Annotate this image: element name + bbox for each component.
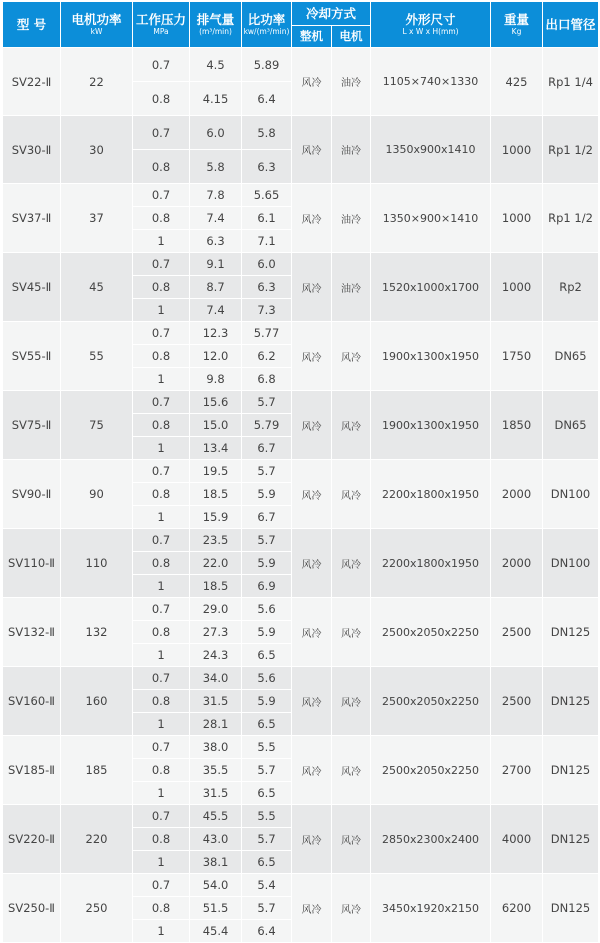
- header-pressure: 工作压力 MPa: [133, 2, 190, 48]
- table-row: [3, 805, 599, 828]
- specific-power-cell: 5.7: [242, 828, 292, 851]
- model-cell: SV185-Ⅱ: [3, 736, 61, 805]
- specific-power-cell: 5.65: [242, 184, 292, 207]
- power-cell: 45: [61, 253, 133, 322]
- outlet-cell: DN100: [543, 460, 599, 529]
- specific-power-cell: 5.9: [242, 552, 292, 575]
- header-cooling: 冷却方式: [292, 2, 371, 26]
- pressure-cell: 0.7: [133, 391, 190, 414]
- dimensions-cell: 2500x2050x2250: [371, 736, 491, 805]
- pressure-cell: 0.8: [133, 276, 190, 299]
- flow-cell: 9.8: [190, 368, 242, 391]
- unit-cooling-cell: 风冷: [292, 667, 332, 736]
- flow-cell: 19.5: [190, 460, 242, 483]
- pressure-cell: 0.8: [133, 82, 190, 116]
- table-body: [3, 48, 599, 943]
- dimensions-cell: 1350x900x1410: [371, 116, 491, 184]
- pressure-cell: 1: [133, 920, 190, 943]
- unit-cooling-cell: 风冷: [292, 322, 332, 391]
- power-cell: 30: [61, 116, 133, 184]
- table-row: [3, 253, 599, 276]
- table-row: [3, 667, 599, 690]
- unit-cooling-cell: 风冷: [292, 184, 332, 253]
- flow-cell: 45.5: [190, 805, 242, 828]
- pressure-cell: 1: [133, 230, 190, 253]
- motor-cooling-cell: 风冷: [332, 391, 371, 460]
- motor-cooling-cell: 油冷: [332, 116, 371, 184]
- table-row: [3, 736, 599, 759]
- pressure-cell: 0.8: [133, 759, 190, 782]
- flow-cell: 9.1: [190, 253, 242, 276]
- model-cell: SV45-Ⅱ: [3, 253, 61, 322]
- pressure-cell: 0.7: [133, 598, 190, 621]
- flow-cell: 15.6: [190, 391, 242, 414]
- specific-power-cell: 6.0: [242, 253, 292, 276]
- power-cell: 75: [61, 391, 133, 460]
- outlet-cell: DN125: [543, 874, 599, 943]
- model-cell: SV22-Ⅱ: [3, 48, 61, 116]
- pressure-cell: 0.8: [133, 414, 190, 437]
- pressure-cell: 0.7: [133, 116, 190, 150]
- weight-cell: 2700: [491, 736, 543, 805]
- power-cell: 160: [61, 667, 133, 736]
- specific-power-cell: 6.5: [242, 644, 292, 667]
- spec-table: [2, 1, 599, 943]
- flow-cell: 18.5: [190, 483, 242, 506]
- specific-power-cell: 6.5: [242, 782, 292, 805]
- specific-power-cell: 5.7: [242, 897, 292, 920]
- specific-power-cell: 6.3: [242, 276, 292, 299]
- weight-cell: 2000: [491, 529, 543, 598]
- table-row: [3, 322, 599, 345]
- pressure-cell: 0.7: [133, 874, 190, 897]
- model-cell: SV90-Ⅱ: [3, 460, 61, 529]
- specific-power-cell: 6.5: [242, 851, 292, 874]
- pressure-cell: 0.8: [133, 621, 190, 644]
- flow-cell: 15.0: [190, 414, 242, 437]
- pressure-cell: 0.7: [133, 736, 190, 759]
- dimensions-cell: 2500x2050x2250: [371, 667, 491, 736]
- specific-power-cell: 6.1: [242, 207, 292, 230]
- pressure-cell: 0.7: [133, 529, 190, 552]
- power-cell: 90: [61, 460, 133, 529]
- weight-cell: 1000: [491, 116, 543, 184]
- flow-cell: 35.5: [190, 759, 242, 782]
- pressure-cell: 0.7: [133, 460, 190, 483]
- flow-cell: 7.8: [190, 184, 242, 207]
- specific-power-cell: 6.7: [242, 506, 292, 529]
- pressure-cell: 0.7: [133, 667, 190, 690]
- motor-cooling-cell: 风冷: [332, 322, 371, 391]
- specific-power-cell: 6.7: [242, 437, 292, 460]
- specific-power-cell: 7.1: [242, 230, 292, 253]
- motor-cooling-cell: 风冷: [332, 529, 371, 598]
- specific-power-cell: 6.8: [242, 368, 292, 391]
- dimensions-cell: 2850x2300x2400: [371, 805, 491, 874]
- header-model: 型 号: [3, 2, 61, 48]
- model-cell: SV132-Ⅱ: [3, 598, 61, 667]
- specific-power-cell: 5.5: [242, 805, 292, 828]
- dimensions-cell: 2200x1800x1950: [371, 529, 491, 598]
- pressure-cell: 0.8: [133, 150, 190, 184]
- weight-cell: 4000: [491, 805, 543, 874]
- flow-cell: 38.0: [190, 736, 242, 759]
- power-cell: 55: [61, 322, 133, 391]
- pressure-cell: 1: [133, 299, 190, 322]
- weight-cell: 1000: [491, 253, 543, 322]
- model-cell: SV37-Ⅱ: [3, 184, 61, 253]
- pressure-cell: 0.8: [133, 345, 190, 368]
- specific-power-cell: 5.7: [242, 391, 292, 414]
- flow-cell: 28.1: [190, 713, 242, 736]
- flow-cell: 18.5: [190, 575, 242, 598]
- flow-cell: 7.4: [190, 299, 242, 322]
- flow-cell: 51.5: [190, 897, 242, 920]
- specific-power-cell: 6.4: [242, 920, 292, 943]
- flow-cell: 13.4: [190, 437, 242, 460]
- outlet-cell: DN125: [543, 598, 599, 667]
- specific-power-cell: 6.5: [242, 713, 292, 736]
- unit-cooling-cell: 风冷: [292, 529, 332, 598]
- power-cell: 22: [61, 48, 133, 116]
- flow-cell: 23.5: [190, 529, 242, 552]
- motor-cooling-cell: 风冷: [332, 874, 371, 943]
- pressure-cell: 0.7: [133, 253, 190, 276]
- specific-power-cell: 5.5: [242, 736, 292, 759]
- dimensions-cell: 3450x1920x2150: [371, 874, 491, 943]
- pressure-cell: 1: [133, 782, 190, 805]
- pressure-cell: 0.7: [133, 184, 190, 207]
- pressure-cell: 1: [133, 437, 190, 460]
- flow-cell: 12.3: [190, 322, 242, 345]
- pressure-cell: 0.8: [133, 552, 190, 575]
- outlet-cell: DN65: [543, 391, 599, 460]
- header-outlet: 出口管径: [543, 2, 599, 48]
- motor-cooling-cell: 油冷: [332, 253, 371, 322]
- pressure-cell: 1: [133, 851, 190, 874]
- specific-power-cell: 5.9: [242, 690, 292, 713]
- flow-cell: 31.5: [190, 782, 242, 805]
- outlet-cell: DN125: [543, 667, 599, 736]
- power-cell: 250: [61, 874, 133, 943]
- header-specific-power: 比功率 kw/(m³/min): [242, 2, 292, 48]
- model-cell: SV220-Ⅱ: [3, 805, 61, 874]
- unit-cooling-cell: 风冷: [292, 48, 332, 116]
- specific-power-cell: 5.9: [242, 483, 292, 506]
- table-row: [3, 874, 599, 897]
- flow-cell: 5.8: [190, 150, 242, 184]
- dimensions-cell: 1350×900×1410: [371, 184, 491, 253]
- flow-cell: 6.3: [190, 230, 242, 253]
- flow-cell: 24.3: [190, 644, 242, 667]
- outlet-cell: Rp1 1/4: [543, 48, 599, 116]
- flow-cell: 43.0: [190, 828, 242, 851]
- flow-cell: 7.4: [190, 207, 242, 230]
- specific-power-cell: 6.3: [242, 150, 292, 184]
- table-row: [3, 48, 599, 82]
- power-cell: 185: [61, 736, 133, 805]
- pressure-cell: 1: [133, 713, 190, 736]
- power-cell: 132: [61, 598, 133, 667]
- weight-cell: 1850: [491, 391, 543, 460]
- specific-power-cell: 5.7: [242, 529, 292, 552]
- table-header: [3, 2, 599, 48]
- specific-power-cell: 5.6: [242, 598, 292, 621]
- header-cooling-motor: 电机: [332, 26, 371, 48]
- pressure-cell: 0.8: [133, 828, 190, 851]
- specific-power-cell: 5.7: [242, 460, 292, 483]
- model-cell: SV75-Ⅱ: [3, 391, 61, 460]
- flow-cell: 22.0: [190, 552, 242, 575]
- table-row: [3, 116, 599, 150]
- flow-cell: 54.0: [190, 874, 242, 897]
- outlet-cell: Rp1 1/2: [543, 184, 599, 253]
- outlet-cell: DN125: [543, 736, 599, 805]
- outlet-cell: DN100: [543, 529, 599, 598]
- flow-cell: 6.0: [190, 116, 242, 150]
- header-dimensions: 外形尺寸 L x W x H(mm): [371, 2, 491, 48]
- outlet-cell: Rp1 1/2: [543, 116, 599, 184]
- specific-power-cell: 5.89: [242, 48, 292, 82]
- specific-power-cell: 5.79: [242, 414, 292, 437]
- outlet-cell: DN65: [543, 322, 599, 391]
- motor-cooling-cell: 风冷: [332, 598, 371, 667]
- unit-cooling-cell: 风冷: [292, 253, 332, 322]
- model-cell: SV160-Ⅱ: [3, 667, 61, 736]
- unit-cooling-cell: 风冷: [292, 736, 332, 805]
- pressure-cell: 1: [133, 368, 190, 391]
- specific-power-cell: 6.9: [242, 575, 292, 598]
- flow-cell: 45.4: [190, 920, 242, 943]
- specific-power-cell: 6.2: [242, 345, 292, 368]
- weight-cell: 2000: [491, 460, 543, 529]
- dimensions-cell: 1520x1000x1700: [371, 253, 491, 322]
- header-weight: 重量 Kg: [491, 2, 543, 48]
- pressure-cell: 0.7: [133, 805, 190, 828]
- pressure-cell: 1: [133, 506, 190, 529]
- specific-power-cell: 5.6: [242, 667, 292, 690]
- model-cell: SV110-Ⅱ: [3, 529, 61, 598]
- specific-power-cell: 5.7: [242, 759, 292, 782]
- unit-cooling-cell: 风冷: [292, 460, 332, 529]
- dimensions-cell: 2500x2050x2250: [371, 598, 491, 667]
- pressure-cell: 0.8: [133, 207, 190, 230]
- flow-cell: 4.15: [190, 82, 242, 116]
- flow-cell: 34.0: [190, 667, 242, 690]
- weight-cell: 6200: [491, 874, 543, 943]
- motor-cooling-cell: 风冷: [332, 460, 371, 529]
- pressure-cell: 0.7: [133, 48, 190, 82]
- specific-power-cell: 6.4: [242, 82, 292, 116]
- specific-power-cell: 5.9: [242, 621, 292, 644]
- flow-cell: 15.9: [190, 506, 242, 529]
- unit-cooling-cell: 风冷: [292, 391, 332, 460]
- power-cell: 220: [61, 805, 133, 874]
- flow-cell: 29.0: [190, 598, 242, 621]
- pressure-cell: 0.8: [133, 690, 190, 713]
- pressure-cell: 1: [133, 644, 190, 667]
- flow-cell: 31.5: [190, 690, 242, 713]
- power-cell: 110: [61, 529, 133, 598]
- unit-cooling-cell: 风冷: [292, 116, 332, 184]
- model-cell: SV30-Ⅱ: [3, 116, 61, 184]
- motor-cooling-cell: 风冷: [332, 667, 371, 736]
- specific-power-cell: 7.3: [242, 299, 292, 322]
- outlet-cell: DN125: [543, 805, 599, 874]
- header-power: 电机功率 kW: [61, 2, 133, 48]
- dimensions-cell: 1900x1300x1950: [371, 391, 491, 460]
- table-row: [3, 391, 599, 414]
- dimensions-cell: 1900x1300x1950: [371, 322, 491, 391]
- model-cell: SV250-Ⅱ: [3, 874, 61, 943]
- power-cell: 37: [61, 184, 133, 253]
- weight-cell: 1000: [491, 184, 543, 253]
- flow-cell: 27.3: [190, 621, 242, 644]
- unit-cooling-cell: 风冷: [292, 805, 332, 874]
- pressure-cell: 0.8: [133, 483, 190, 506]
- pressure-cell: 0.8: [133, 897, 190, 920]
- motor-cooling-cell: 风冷: [332, 805, 371, 874]
- motor-cooling-cell: 风冷: [332, 736, 371, 805]
- weight-cell: 2500: [491, 667, 543, 736]
- flow-cell: 8.7: [190, 276, 242, 299]
- weight-cell: 2500: [491, 598, 543, 667]
- table-row: [3, 460, 599, 483]
- header-flow: 排气量 (m³/min): [190, 2, 242, 48]
- model-cell: SV55-Ⅱ: [3, 322, 61, 391]
- pressure-cell: 0.7: [133, 322, 190, 345]
- motor-cooling-cell: 油冷: [332, 48, 371, 116]
- outlet-cell: Rp2: [543, 253, 599, 322]
- flow-cell: 38.1: [190, 851, 242, 874]
- flow-cell: 12.0: [190, 345, 242, 368]
- table-row: [3, 184, 599, 207]
- dimensions-cell: 2200x1800x1950: [371, 460, 491, 529]
- dimensions-cell: 1105×740×1330: [371, 48, 491, 116]
- header-cooling-unit: 整机: [292, 26, 332, 48]
- table-row: [3, 598, 599, 621]
- pressure-cell: 1: [133, 575, 190, 598]
- weight-cell: 1750: [491, 322, 543, 391]
- motor-cooling-cell: 油冷: [332, 184, 371, 253]
- unit-cooling-cell: 风冷: [292, 874, 332, 943]
- table-row: [3, 529, 599, 552]
- specific-power-cell: 5.77: [242, 322, 292, 345]
- weight-cell: 425: [491, 48, 543, 116]
- specific-power-cell: 5.4: [242, 874, 292, 897]
- flow-cell: 4.5: [190, 48, 242, 82]
- specific-power-cell: 5.8: [242, 116, 292, 150]
- unit-cooling-cell: 风冷: [292, 598, 332, 667]
